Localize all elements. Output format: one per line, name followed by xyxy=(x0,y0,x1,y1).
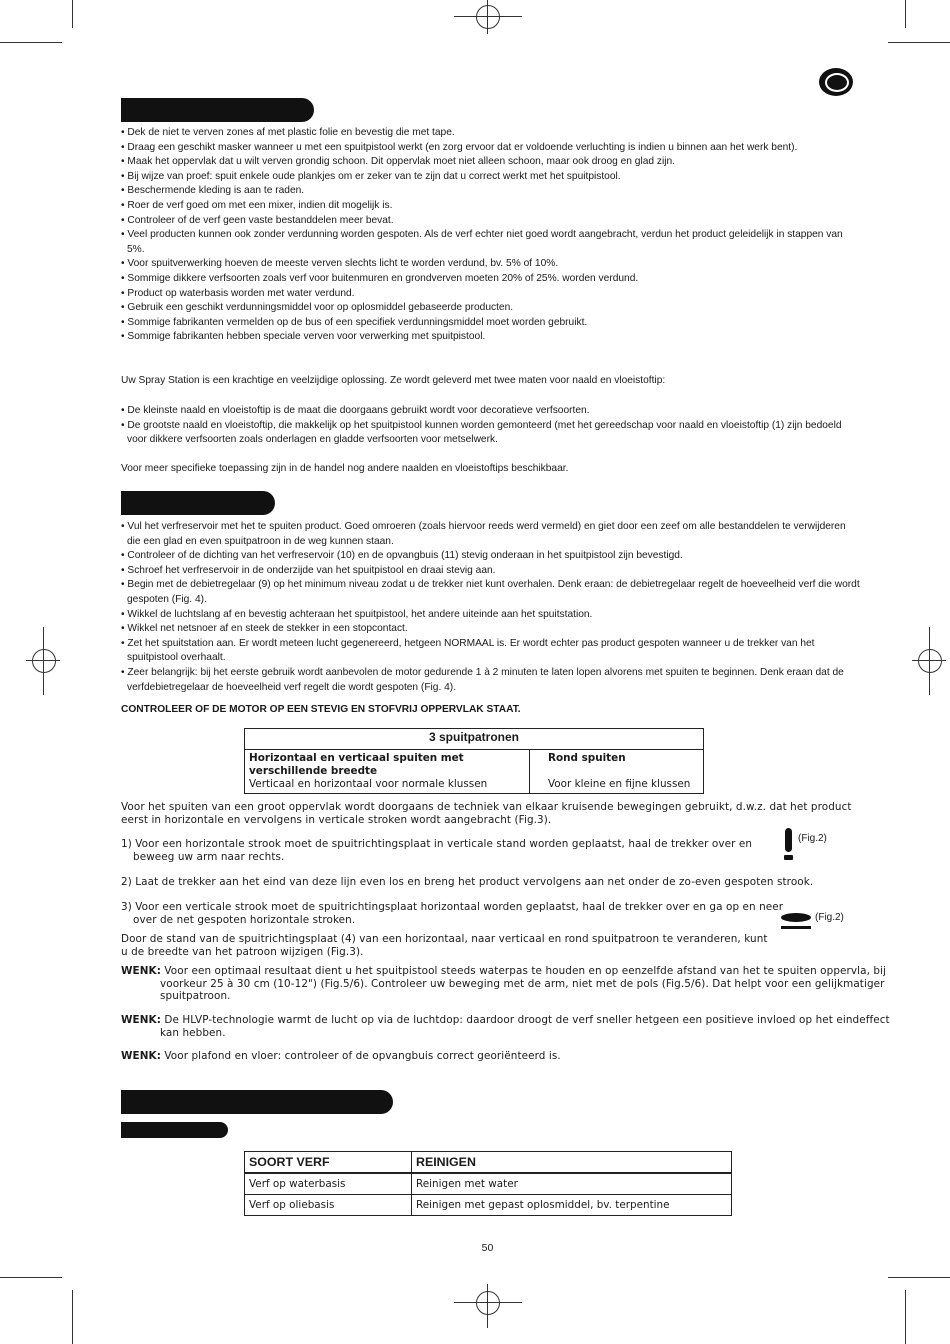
crop-mark xyxy=(72,1290,73,1344)
motor-warning: CONTROLEER OF DE MOTOR OP EEN STEVIG EN STOFVRIJ OPPERVLAK STAAT. xyxy=(121,704,521,715)
crop-mark xyxy=(0,42,62,43)
spray-patterns-table xyxy=(244,728,704,794)
tip-label: WENK: xyxy=(121,1014,161,1026)
crop-mark xyxy=(72,0,73,28)
crop-mark xyxy=(905,0,906,28)
pattern-description: Verticaal en horizontaal voor normale klussen xyxy=(249,778,488,790)
list-item: • Controleer of de dichting van het verfreservoir (10) en de opvangbuis (11) stevig onderaan in het spuitpistool zijn bevestigd. xyxy=(121,549,861,564)
list-item: • Zeer belangrijk: bij het eerste gebruik wordt aanbevolen de motor gedurende 1 à 2 minuten te laten lopen alvorens met spuiten te beginnen. Denk eraan dat de verfdebietregelaar de hoeveelheid verf regelt die wordt gespoten (Fig. 4). xyxy=(121,666,861,695)
crop-mark xyxy=(888,1277,950,1278)
tip-3 xyxy=(121,1050,900,1063)
table-cell: Verf op waterbasis xyxy=(245,1173,412,1195)
list-item: • Gebruik een geschikt verdunningsmiddel voor op oplosmiddel gebaseerde producten. xyxy=(121,301,861,316)
language-badge-icon xyxy=(819,68,853,96)
horizontal-plate-icon xyxy=(781,913,811,922)
list-item: • Sommige fabrikanten hebben speciale verven voor verwerking met spuitpistool. xyxy=(121,330,861,345)
step-3: 3) Voor een verticale strook moet de spuitrichtingsplaat horizontaal worden geplaatst, haal de trekker over en ga op en neer over de net gespoten horizontale stroken. xyxy=(121,901,784,926)
list-item: • Voor spuitverwerking hoeven de meeste verven slechts licht te worden verdund, bv. 5% of 10%. xyxy=(121,257,861,272)
tip-text: Voor een optimaal resultaat dient u het spuitpistool steeds waterpas te houden en op eenzelfde afstand van het te spuiten oppervla, bij voorkeur 25 à 30 cm (10-12") (Fig.5/6). Controleer uw beweging met de arm, niet met de pols (Fig.5/6). Dat helpt voor een gelijkmatiger spuitpatroon. xyxy=(160,965,887,1003)
step-2: 2) Laat de trekker aan het eind van deze lijn even los en breng het product vervolgens aan net onder de zo-even gespoten strook. xyxy=(121,876,814,888)
list-item: • Wikkel de luchtslang af en bevestig achteraan het spuitpistool, het andere uiteinde aan het spuitstation. xyxy=(121,608,861,623)
table-cell: Reinigen met gepast oplosmiddel, bv. terpentine xyxy=(412,1195,732,1216)
list-item: • Roer de verf goed om met een mixer, indien dit mogelijk is. xyxy=(121,199,861,214)
vertical-plate-base-icon xyxy=(784,855,793,860)
tip-1 xyxy=(121,965,900,1003)
list-item: • Sommige dikkere verfsoorten zoals verf voor buitenmuren en grondverven moeten 20% of 25%. worden verdund. xyxy=(121,272,861,287)
list-item: • De grootste naald en vloeistoftip, die makkelijk op het spuitpistool kunnen worden gemonteerd (met het gereedschap voor naald en vloeistoftip (1) zijn bedoeld voor dikkere verfsoorten zoals onderlagen en gladde verfsoorten voor metselwerk. xyxy=(121,419,861,448)
preparation-list xyxy=(121,126,861,345)
list-item: • Sommige fabrikanten vermelden op de bus of een specifiek verdunningsmiddel moet worden gebruikt. xyxy=(121,316,861,331)
crop-mark xyxy=(905,1290,906,1344)
usage-list xyxy=(121,520,861,695)
list-item: • Controleer of de verf geen vaste bestanddelen meer bevat. xyxy=(121,214,861,229)
vertical-plate-icon xyxy=(785,828,792,852)
list-item: • Schroef het verfreservoir in de onderzijde van het spuitpistool en draai stevig aan. xyxy=(121,564,861,579)
list-item: • Beschermende kleding is aan te raden. xyxy=(121,184,861,199)
table-row xyxy=(245,1173,732,1195)
pattern-heading: Rond spuiten xyxy=(548,752,626,764)
pattern-description: Voor kleine en fijne klussen xyxy=(548,778,691,790)
table-row xyxy=(245,1195,732,1216)
list-item: • Zet het spuitstation aan. Er wordt meteen lucht gegenereerd, hetgeen NORMAAL is. Er wordt echter pas product gespoten wanneer u de trekker van het spuitpistool overhaalt. xyxy=(121,637,861,666)
section-header-bar xyxy=(121,491,275,515)
table-cell: Reinigen met water xyxy=(412,1173,732,1195)
column-header: SOORT VERF xyxy=(245,1152,412,1174)
pattern-change-paragraph: Door de stand van de spuitrichtingsplaat (4) van een horizontaal, naar verticaal en rond spuitpatroon te veranderen, kunt u de breedte van het patroon wijzigen (Fig.3). xyxy=(121,933,768,958)
section-header-bar xyxy=(121,1090,393,1114)
table-cell: Verf op oliebasis xyxy=(245,1195,412,1216)
column-header: REINIGEN xyxy=(412,1152,732,1174)
tip-label: WENK: xyxy=(121,965,161,977)
subsection-header-bar xyxy=(121,1122,228,1138)
list-item: • Vul het verfreservoir met het te spuiten product. Goed omroeren (zoals hiervoor reeds werd vermeld) en giet door een zeef om alle bestanddelen te verwijderen die een glad en even spuitpatroon in de weg kunnen staan. xyxy=(121,520,861,549)
crop-mark xyxy=(888,42,950,43)
list-item: • Veel producten kunnen ook zonder verdunning worden gespoten. Als de verf echter niet goed wordt aangebracht, verdun het product geleidelijk in stappen van 5%. xyxy=(121,228,861,257)
figure-reference: (Fig.2) xyxy=(798,833,827,844)
page-number: 50 xyxy=(481,1242,494,1254)
table-cell xyxy=(530,750,704,794)
technique-paragraph: Voor het spuiten van een groot oppervlak wordt doorgaans de techniek van elkaar kruisende bewegingen gebruikt, d.w.z. dat het product eerst in horizontale en vervolgens in verticale stroken wordt aangebracht (Fig.3). xyxy=(121,801,852,826)
pattern-heading: Horizontaal en verticaal spuiten met verschillende breedte xyxy=(249,752,464,777)
list-item: • Product op waterbasis worden met water verdund. xyxy=(121,287,861,302)
list-item: • Wikkel net netsnoer af en steek de stekker in een stopcontact. xyxy=(121,622,861,637)
tip-size-list xyxy=(121,404,861,448)
figure-reference: (Fig.2) xyxy=(815,912,844,923)
list-item: • Maak het oppervlak dat u wilt verven grondig schoon. Dit oppervlak moet niet alleen schoon, maar ook droog en glad zijn. xyxy=(121,155,861,170)
tip-text: Voor plafond en vloer: controleer of de opvangbuis correct georiënteerd is. xyxy=(164,1050,561,1062)
step-1: 1) Voor een horizontale strook moet de spuitrichtingsplaat in verticale stand worden geplaatst, haal de trekker over en beweeg uw arm naar rechts. xyxy=(121,838,753,863)
outro-paragraph: Voor meer specifieke toepassing zijn in de handel nog andere naalden en vloeistoftips beschikbaar. xyxy=(121,463,569,474)
horizontal-plate-base-icon xyxy=(781,926,811,929)
tip-label: WENK: xyxy=(121,1050,161,1062)
list-item: • Draag een geschikt masker wanneer u met een spuitpistool werkt (en zorg ervoor dat er voldoende verluchting is indien u binnen aan het werk bent). xyxy=(121,141,861,156)
section-header-bar xyxy=(121,98,314,122)
list-item: • Dek de niet te verven zones af met plastic folie en bevestig die met tape. xyxy=(121,126,861,141)
tip-2 xyxy=(121,1014,900,1039)
intro-paragraph: Uw Spray Station is een krachtige en veelzijdige oplossing. Ze wordt geleverd met twee maten voor naald en vloeistoftip: xyxy=(121,375,666,386)
list-item: • Begin met de debietregelaar (9) op het minimum niveau zodat u de trekker niet kunt overhalen. Denk eraan: de debietregelaar regelt de hoeveelheid verf die wordt gespoten (Fig. 4). xyxy=(121,578,861,607)
table-title: 3 spuitpatronen xyxy=(245,729,704,750)
table-cell xyxy=(245,750,530,794)
list-item: • Bij wijze van proef: spuit enkele oude plankjes om er zeker van te zijn dat u correct werkt met het spuitpistool. xyxy=(121,170,861,185)
cleaning-table xyxy=(244,1151,732,1216)
list-item: • De kleinste naald en vloeistoftip is de maat die doorgaans gebruikt wordt voor decoratieve verfsoorten. xyxy=(121,404,861,419)
crop-mark xyxy=(0,1277,62,1278)
tip-text: De HLVP-technologie warmt de lucht op via de luchtdop: daardoor droogt de verf sneller hetgeen een positieve invloed op het eindeffect kan hebben. xyxy=(160,1014,890,1039)
